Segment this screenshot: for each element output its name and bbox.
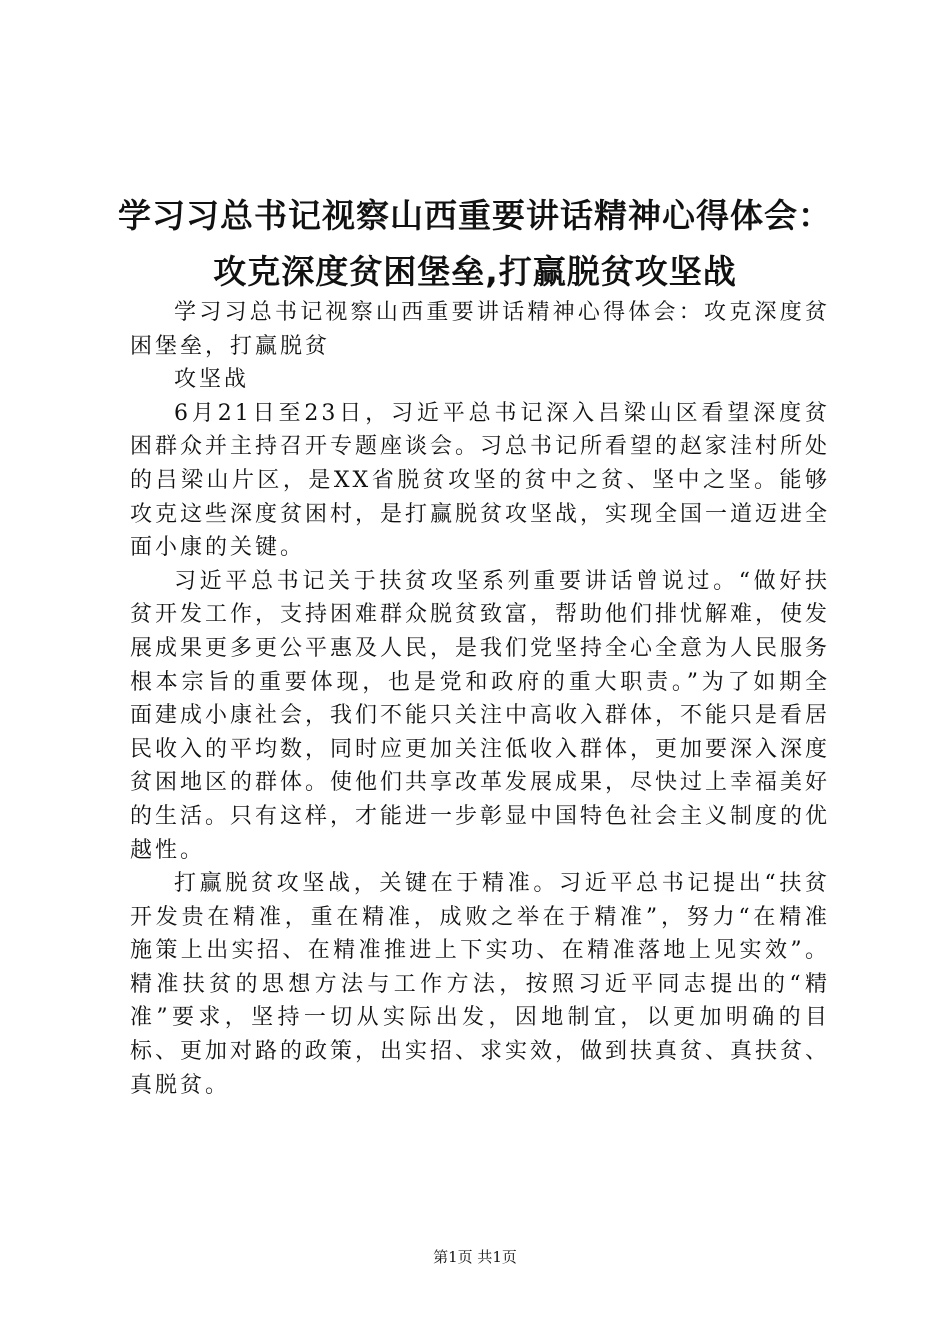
paragraph-2: 习近平总书记关于扶贫攻坚系列重要讲话曾说过。“做好扶贫开发工作，支持困难群众脱贫致富，帮助他们排忧解难，使发展成果更多更公平惠及人民，是我们党坚持全心全意为人民服务根本宗旨的重要体现，也是党和政府的重大职责。”为了如期全面建成小康社会，我们不能只关注中高收入群体，不能只是看居民收入的平均数，同时应更加关注低收入群体，更加要深入深度贫困地区的群体。使他们共享改革发展成果，尽快过上幸福美好的生活。只有这样，才能进一步彰显中国特色社会主义制度的优越性。 bbox=[130, 568, 831, 863]
document-body bbox=[130, 296, 830, 1102]
page-footer: 第1页 共1页 bbox=[433, 1248, 517, 1266]
paragraph-intro-continuation: 攻坚战 bbox=[174, 367, 250, 393]
document-title-line-1: 学习习总书记视察山西重要讲话精神心得体会： bbox=[118, 196, 832, 235]
paragraph-1: 6月21日至23日，习近平总书记深入吕梁山区看望深度贫困群众并主持召开专题座谈会。习总书记所看望的赵家洼村所处的吕梁山片区，是XX省脱贫攻坚的贫中之贫、坚中之坚。能够攻克这些深度贫困村，是打赢脱贫攻坚战，实现全国一道迈进全面小康的关键。 bbox=[130, 400, 831, 561]
paragraph-3: 打赢脱贫攻坚战，关键在于精准。习近平总书记提出“扶贫开发贵在精准，重在精准，成败之举在于精准”，努力“在精准施策上出实招、在精准推进上下实功、在精准落地上见实效”。精准扶贫的思想方法与工作方法，按照习近平同志提出的“精准”要求，坚持一切从实际出发，因地制宜，以更加明确的目标、更加对路的政策，出实招、求实效，做到扶真贫、真扶贫、真脱贫。 bbox=[130, 871, 831, 1098]
document-title-line-2: 攻克深度贫困堡垒,打赢脱贫攻坚战 bbox=[213, 252, 737, 291]
paragraph-intro: 学习习总书记视察山西重要讲话精神心得体会：攻克深度贫困堡垒，打赢脱贫 bbox=[130, 300, 830, 359]
